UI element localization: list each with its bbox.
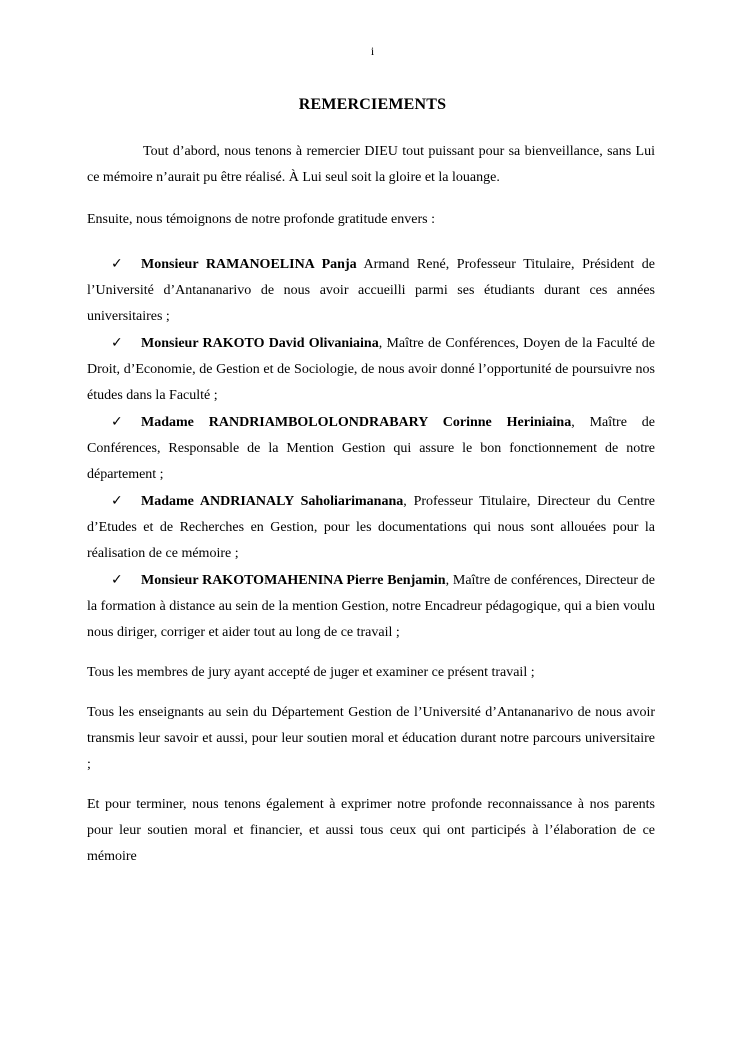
person-name: Monsieur RAKOTOMAHENINA Pierre Benjamin <box>141 573 446 588</box>
intro-paragraph: Tout d’abord, nous tenons à remercier DIEU tout puissant pour sa bienveillance, sans Lui ce mémoire n’aurait pu être réalisé. À Lui seul soit la gloire et la louange. <box>87 144 655 185</box>
page-number: i <box>370 44 375 58</box>
checkmark-icon: ✓ <box>111 572 123 588</box>
list-item <box>87 409 655 488</box>
checkmark-icon: ✓ <box>111 256 123 272</box>
list-item <box>87 567 655 646</box>
person-description: Armand René, Professeur Titulaire, Président de l’Université d’Antananarivo de nous avoir accueilli parmi ses étudiants durant ces années universitaires ; <box>87 257 655 324</box>
person-name: Monsieur RAMANOELINA Panja <box>141 257 357 272</box>
list-item <box>87 251 655 330</box>
person-description: , Professeur Titulaire, Directeur du Centre d’Etudes et de Recherches en Gestion, pour les documentations qui nous sont allouées pour la réalisation de ce mémoire ; <box>87 494 655 561</box>
person-description: , Maître de conférences, Directeur de la formation à distance au sein de la mention Gestion, notre Encadreur pédagogique, qui a bien voulu nous diriger, corriger et aider tout au long de ce travail ; <box>87 573 655 640</box>
person-name: Madame ANDRIANALY Saholiarimanana <box>141 494 404 509</box>
checkmark-icon: ✓ <box>111 335 123 351</box>
list-item <box>87 488 655 567</box>
page-title: REMERCIEMENTS <box>298 96 447 113</box>
checkmark-icon: ✓ <box>111 493 123 509</box>
acknowledgement-list <box>87 251 655 646</box>
acknowledgements-body <box>87 139 655 870</box>
person-name: Monsieur RAKOTO David Olivaniaina <box>141 336 379 351</box>
person-description: , Maître de Conférences, Doyen de la Faculté de Droit, d’Economie, de Gestion et de Sociologie, de nous avoir donné l’opportunité de poursuivre nos études dans la Faculté ; <box>87 336 655 403</box>
closing-paragraph: Et pour terminer, nous tenons également à exprimer notre profonde reconnaissance à nos parents pour leur soutien moral et financier, et aussi tous ceux qui ont participés à l’élaboration de ce mémoire <box>87 797 655 864</box>
jury-paragraph: Tous les membres de jury ayant accepté de juger et examiner ce présent travail ; <box>87 665 535 680</box>
list-item <box>87 330 655 409</box>
teachers-paragraph: Tous les enseignants au sein du Département Gestion de l’Université d’Antananarivo de nous avoir transmis leur savoir et aussi, pour leur soutien moral et éducation durant notre parcours universitaire ; <box>87 705 655 772</box>
person-name: Madame RANDRIAMBOLOLONDRABARY Corinne Heriniaina <box>141 415 572 430</box>
checkmark-icon: ✓ <box>111 414 123 430</box>
person-description: , Maître de Conférences, Responsable de la Mention Gestion qui assure le bon fonctionnement de notre département ; <box>87 415 656 482</box>
lead-in-paragraph: Ensuite, nous témoignons de notre profonde gratitude envers : <box>87 212 435 227</box>
